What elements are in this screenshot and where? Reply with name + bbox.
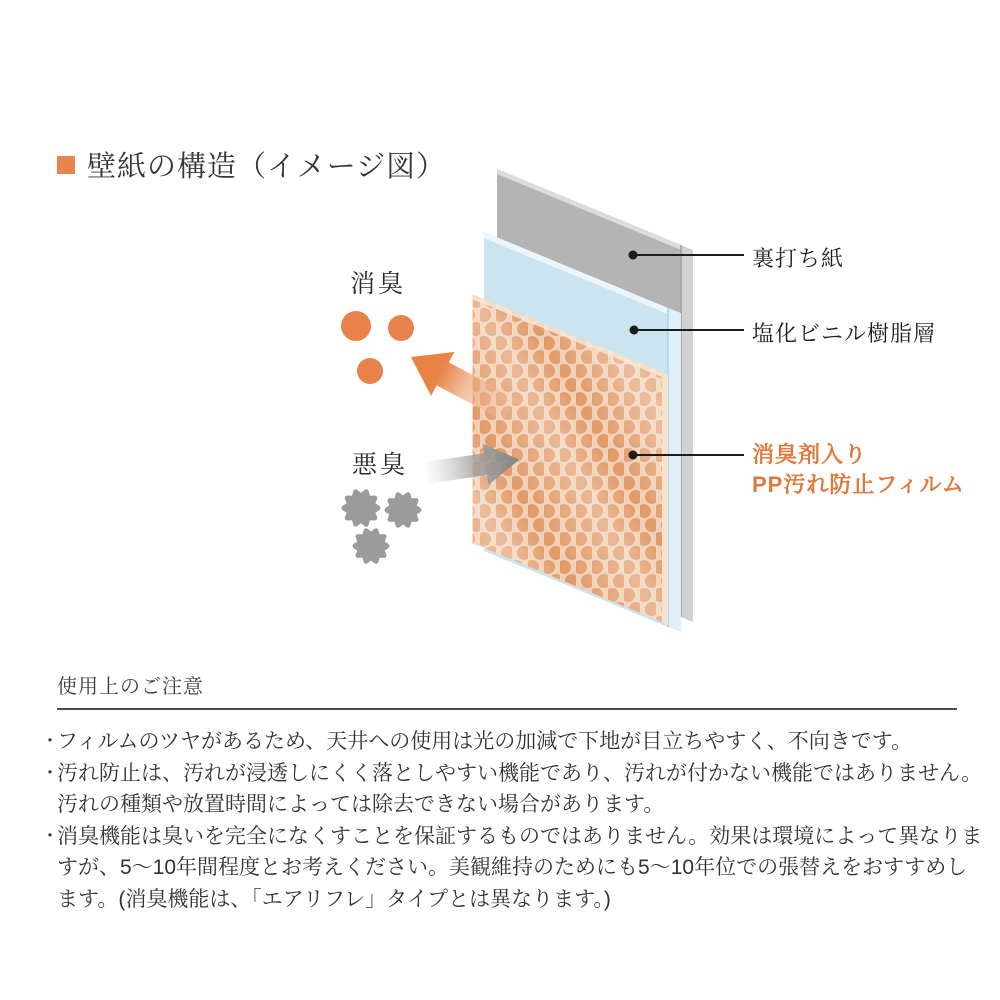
- note-item: [41, 726, 962, 758]
- note-text: 消臭機能は臭いを完全になくすことを保証するものではありません。効果は環境によって異なりま: [57, 824, 983, 848]
- note-text: ます。(消臭機能は、「エアリフレ」タイプとは異なります。): [57, 887, 611, 911]
- note-text: 汚れの種類や放置時間によっては除去できない場合があります。: [57, 793, 665, 816]
- odor-molecule-icon: [355, 531, 387, 562]
- vinyl-resin-side-face: [668, 308, 681, 632]
- page-title: 壁紙の構造（イメージ図）: [87, 151, 447, 183]
- odor-molecules: [344, 492, 419, 562]
- deodorize-molecule-icon: [341, 311, 371, 341]
- odor-molecule-icon: [387, 495, 419, 526]
- vinyl-resin-label: 塩化ビニル樹脂層: [752, 321, 937, 346]
- usage-notes-section: [41, 670, 983, 915]
- backing-paper-side-face: [681, 245, 693, 622]
- odor-label: 悪臭: [352, 451, 409, 479]
- notes-divider: [57, 708, 957, 710]
- backing-paper-label: 裏打ち紙: [752, 246, 845, 271]
- odor-molecule-icon: [344, 492, 378, 524]
- notes-heading: 使用上のご注意: [57, 676, 204, 698]
- note-item: [41, 758, 983, 821]
- pp-film-label-line2: PP汚れ防止フィルム: [752, 472, 965, 497]
- deodorize-molecule-icon: [388, 315, 414, 341]
- note-text: 汚れ防止は、汚れが浸透しにくく落としやすい機能であり、汚れが付かない機能ではありません。: [57, 761, 983, 785]
- note-bullet: ・: [41, 825, 59, 846]
- note-text: フィルムのツヤがあるため、天井への使用は光の加減で下地が目立ちやすく、不向きです。: [57, 730, 913, 753]
- pp-film-side-face: [662, 372, 668, 625]
- deodorize-molecules: [341, 311, 414, 384]
- pp-film-label-line1: 消臭剤入り: [752, 442, 868, 467]
- note-bullet: ・: [41, 731, 59, 751]
- deodorize-molecule-icon: [357, 358, 383, 384]
- note-text: すが、5〜10年間程度とお考えください。美観維持のためにも5〜10年位での張替えをおすすめし: [57, 856, 968, 879]
- note-bullet: ・: [41, 762, 59, 783]
- notes-list: [41, 726, 983, 915]
- pp-film-label: [752, 440, 965, 500]
- deodorize-label: 消臭: [350, 270, 407, 298]
- note-item: [41, 821, 983, 916]
